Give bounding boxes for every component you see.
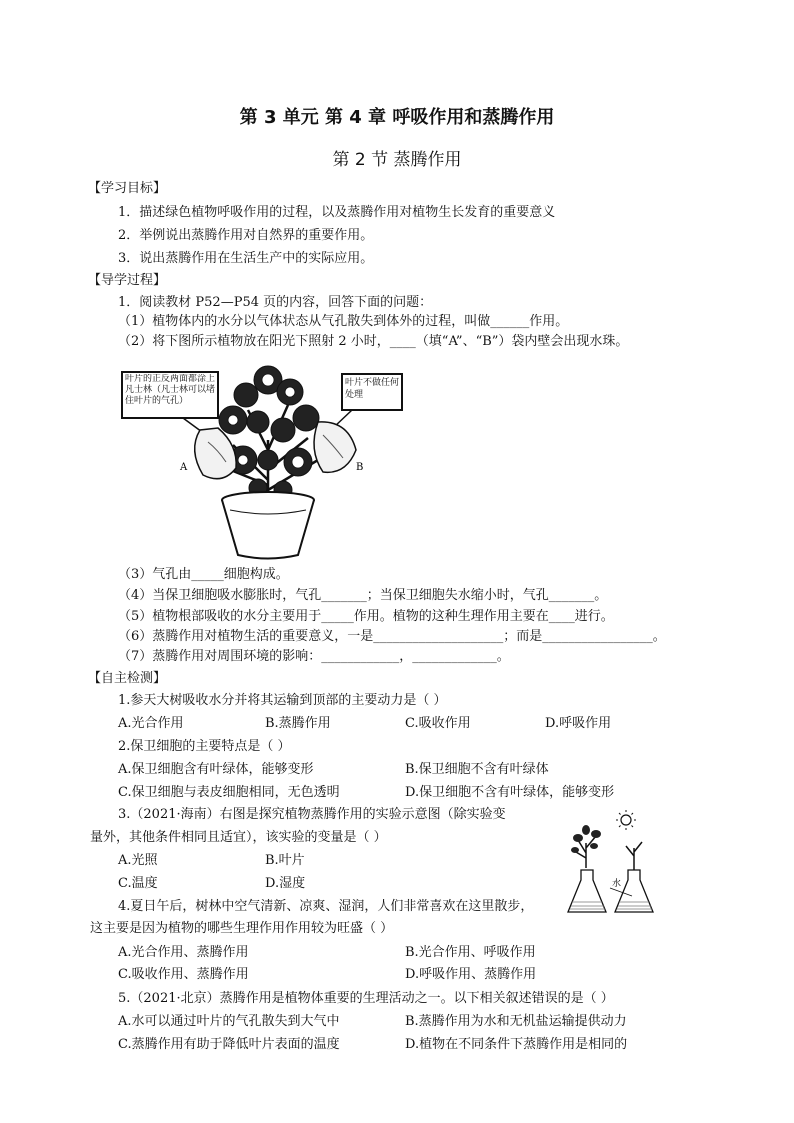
goal-item: 2．举例说出蒸腾作用对自然界的重要作用。 xyxy=(118,228,374,243)
q3-option: A.光照 xyxy=(118,853,158,868)
figure-label-left: 叶片的正反两面都涂上凡士林（凡士林可以堵住叶片的气孔） xyxy=(125,374,215,406)
q4-option: C.吸收作用、蒸腾作用 xyxy=(118,967,249,982)
guide-header: 【导学过程】 xyxy=(88,273,167,288)
test-question-4-cont: 这主要是因为植物的哪些生理作用作用较为旺盛（ ） xyxy=(90,921,394,936)
goal-item: 1．描述绿色植物呼吸作用的过程，以及蒸腾作用对植物生长发育的重要意义 xyxy=(118,205,556,220)
q2-option: C.保卫细胞与表皮细胞相同，无色透明 xyxy=(118,785,340,800)
guide-sub-7: （7）蒸腾作用对周围环境的影响：____________，_____________。 xyxy=(118,649,510,664)
q5-option: B.蒸腾作用为水和无机盐运输提供动力 xyxy=(405,1014,627,1029)
guide-sub-3: （3）气孔由_____细胞构成。 xyxy=(118,567,289,582)
q1-option: A.光合作用 xyxy=(118,716,184,731)
flask-experiment-figure xyxy=(566,808,670,920)
q5-option: A.水可以通过叶片的气孔散失到大气中 xyxy=(118,1014,340,1029)
guide-question-1: 1．阅读教材 P52—P54 页的内容，回答下面的问题： xyxy=(118,295,433,310)
self-test-header: 【自主检测】 xyxy=(88,671,167,686)
flask-water-label: 水 xyxy=(612,879,622,889)
plant-illustration xyxy=(118,350,412,564)
q1-option: B.蒸腾作用 xyxy=(265,716,331,731)
test-question-5: 5.（2021·北京）蒸腾作用是植物体重要的生理活动之一。以下相关叙述错误的是（ ） xyxy=(118,991,614,1006)
guide-sub-6: （6）蒸腾作用对植物生活的重要意义，一是____________________；而是_________________。 xyxy=(118,629,666,644)
q4-option: A.光合作用、蒸腾作用 xyxy=(118,945,249,960)
q5-option: D.植物在不同条件下蒸腾作用是相同的 xyxy=(405,1037,628,1052)
goal-item: 3．说出蒸腾作用在生活生产中的实际应用。 xyxy=(118,251,374,266)
guide-sub-4: （4）当保卫细胞吸水膨胀时，气孔_______；当保卫细胞失水缩小时，气孔_______。 xyxy=(118,588,608,603)
test-question-2: 2.保卫细胞的主要特点是（ ） xyxy=(118,739,291,754)
q2-option: D.保卫细胞不含有叶绿体，能够变形 xyxy=(405,785,615,800)
q4-option: D.呼吸作用、蒸腾作用 xyxy=(405,967,537,982)
q1-option: D.呼吸作用 xyxy=(545,716,612,731)
q3-option: D.湿度 xyxy=(265,876,306,891)
test-question-3-cont: 量外，其他条件相同且适宜），该实验的变量是（ ） xyxy=(90,830,387,845)
plant-experiment-figure xyxy=(118,350,412,564)
page-title: 第 3 单元 第 4 章 呼吸作用和蒸腾作用 xyxy=(239,107,555,128)
figure-label-right: 叶片不做任何处理 xyxy=(345,378,400,400)
test-question-1: 1.参天大树吸收水分并将其运输到顶部的主要动力是（ ） xyxy=(118,693,447,708)
guide-sub-1: （1）植物体内的水分以气体状态从气孔散失到体外的过程，叫做______作用。 xyxy=(118,314,569,329)
q3-option: B.叶片 xyxy=(265,853,305,868)
bag-a-label: A xyxy=(180,462,188,473)
q1-option: C.吸收作用 xyxy=(405,716,471,731)
test-question-4: 4.夏日午后，树林中空气清新、凉爽、湿润，人们非常喜欢在这里散步， xyxy=(118,899,534,914)
q3-option: C.温度 xyxy=(118,876,158,891)
section-title: 第 2 节 蒸腾作用 xyxy=(332,150,462,170)
guide-sub-2: （2）将下图所示植物放在阳光下照射 2 小时，____（填“A”、“B”）袋内壁会出现水珠。 xyxy=(118,334,629,349)
goals-header: 【学习目标】 xyxy=(88,181,167,196)
guide-sub-5: （5）植物根部吸收的水分主要用于_____作用。植物的这种生理作用主要在____进行。 xyxy=(118,609,614,624)
q2-option: A.保卫细胞含有叶绿体，能够变形 xyxy=(118,762,314,777)
q5-option: C.蒸腾作用有助于降低叶片表面的温度 xyxy=(118,1037,340,1052)
q2-option: B.保卫细胞不含有叶绿体 xyxy=(405,762,549,777)
q4-option: B.光合作用、呼吸作用 xyxy=(405,945,536,960)
test-question-3: 3.（2021·海南）右图是探究植物蒸腾作用的实验示意图（除实验变 xyxy=(118,807,506,822)
bag-b-label: B xyxy=(356,462,364,473)
flask-illustration xyxy=(566,808,670,920)
